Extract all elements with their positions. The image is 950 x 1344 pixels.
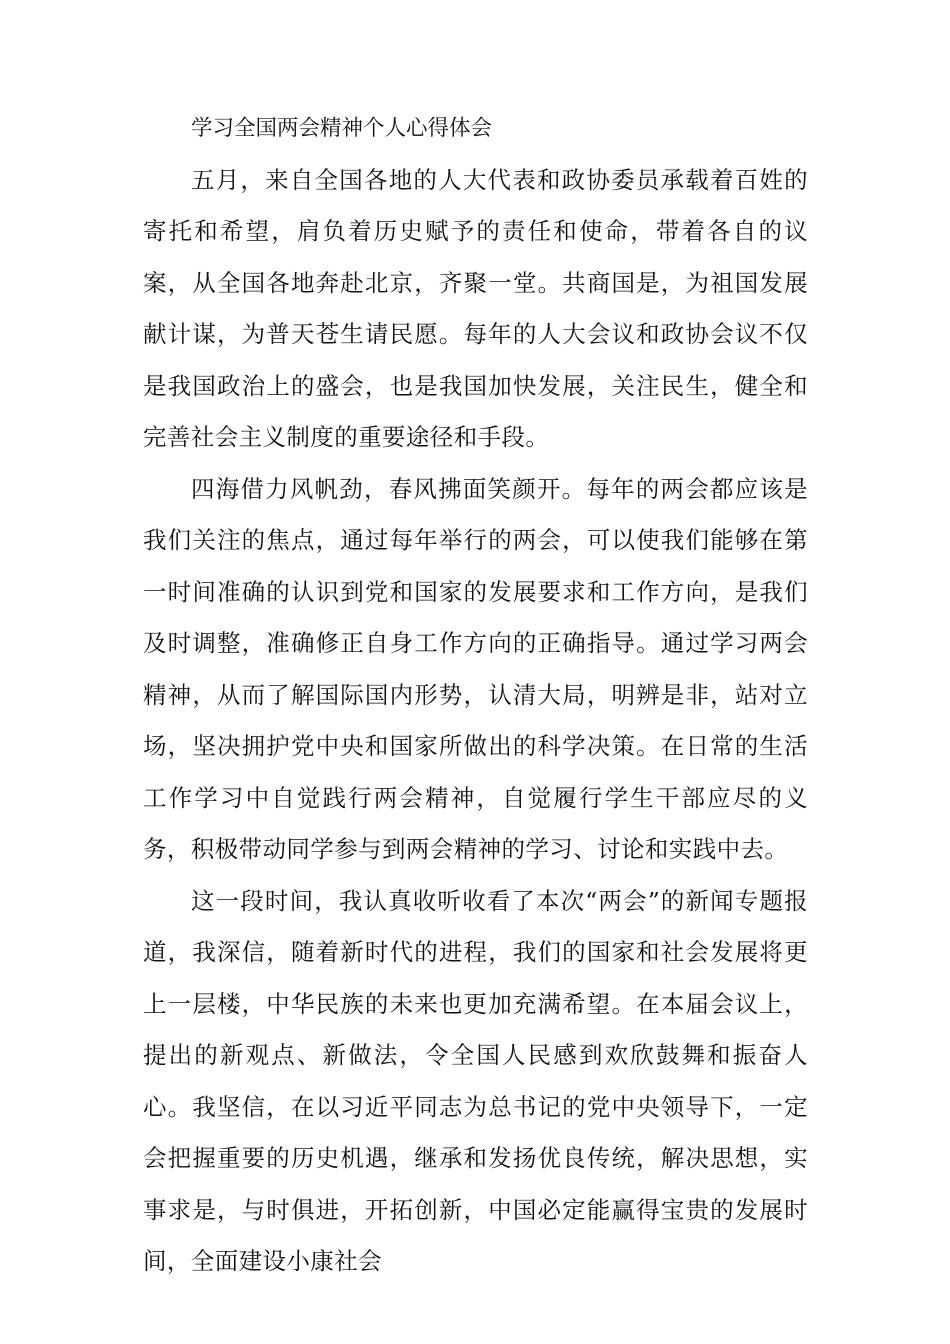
paragraph-1: 五月，来自全国各地的人大代表和政协委员承载着百姓的寄托和希望，肩负着历史赋予的责任和使命，带着各自的议案，从全国各地奔赴北京，齐聚一堂。共商国是，为祖国发展献计谋，为普天苍生请民愿。每年的人大会议和政协会议不仅是我国政治上的盛会，也是我国加快发展，关注民生，健全和完善社会主义制度的重要途径和手段。 [143,165,808,451]
paragraph-2: 四海借力风帆劲，春风拂面笑颜开。每年的两会都应该是我们关注的焦点，通过每年举行的两会，可以使我们能够在第一时间准确的认识到党和国家的发展要求和工作方向，是我们及时调整，准确修正自身工作方向的正确指导。通过学习两会精神，从而了解国际国内形势，认清大局，明辨是非，站对立场，坚决拥护党中央和国家所做出的科学决策。在日常的生活工作学习中自觉践行两会精神，自觉履行学生干部应尽的义务，积极带动同学参与到两会精神的学习、讨论和实践中去。 [143,474,808,863]
document-body [143,103,808,1288]
document-title: 学习全国两会精神个人心得体会 [191,116,493,141]
paragraph-3: 这一段时间，我认真收听收看了本次“两会”的新闻专题报道，我深信，随着新时代的进程，我们的国家和社会发展将更上一层楼，中华民族的未来也更加充满希望。在本届会议上，提出的新观点、新做法，令全国人民感到欢欣鼓舞和振奋人心。我坚信，在以习近平同志为总书记的党中央领导下，一定会把握重要的历史机遇，继承和发扬优良传统，解决思想，实事求是，与时俱进，开拓创新，中国必定能赢得宝贵的发展时间，全面建设小康社会 [143,886,808,1275]
